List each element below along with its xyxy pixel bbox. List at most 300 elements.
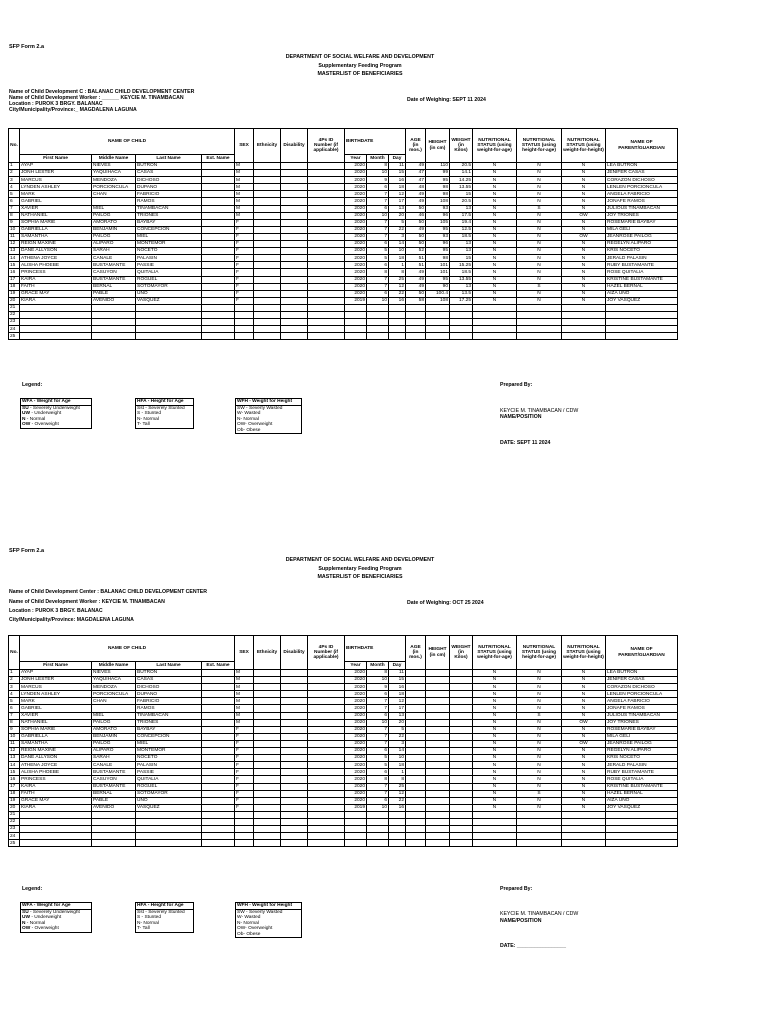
cell-birth-day: 22	[389, 733, 406, 740]
cell-birth-year: 2020	[345, 740, 367, 747]
table-row	[9, 255, 678, 262]
table-row	[9, 698, 678, 705]
cell-height	[426, 790, 450, 797]
cell-age	[406, 311, 426, 318]
cell-no: 23	[9, 319, 20, 326]
cell-birth-day	[389, 811, 406, 818]
cell-middle-name	[92, 198, 136, 205]
preparer-position: NAME/POSITION	[500, 918, 542, 924]
cell-4ps-id	[308, 698, 345, 705]
cell-4ps-id	[308, 290, 345, 297]
cell-age: 49	[406, 276, 426, 283]
cell-sex: M	[235, 691, 254, 698]
cell-height: 110	[426, 163, 450, 170]
cell-ns-hfa: N	[517, 733, 562, 740]
cell-parent-guardian	[606, 840, 678, 847]
cell-height	[426, 776, 450, 783]
cell-first-name	[20, 319, 92, 326]
cell-first-name: ATHENA JOYCE	[20, 762, 92, 769]
cell-ethnicity	[254, 283, 281, 290]
cell-weight: 18.5	[450, 269, 473, 276]
cell-ext-name	[202, 319, 235, 326]
cell-birth-month: 7	[367, 790, 389, 797]
cell-ns-hfa: N	[517, 698, 562, 705]
cell-ns-hfa	[517, 319, 562, 326]
cell-first-name: MARK	[20, 698, 92, 705]
weighing-date: Date of Weighing: OCT 25 2024	[407, 600, 484, 606]
cell-sex: F	[235, 748, 254, 755]
cell-age	[406, 826, 426, 833]
cell-sex	[235, 326, 254, 333]
cell-birth-month: 7	[367, 276, 389, 283]
cell-ext-name	[202, 248, 235, 255]
cell-ethnicity	[254, 740, 281, 747]
cell-parent-guardian	[606, 833, 678, 840]
cell-no: 1	[9, 670, 20, 677]
header-height: HEIGHT (in cm)	[426, 129, 450, 163]
cell-last-name: BUTRON	[136, 670, 202, 677]
cell-ext-name	[202, 726, 235, 733]
cell-disability	[281, 726, 308, 733]
cell-parent-guardian: JERALD PALASIN	[606, 255, 678, 262]
cell-no: 7	[9, 712, 20, 719]
cell-disability	[281, 191, 308, 198]
masterlist-title: MASTERLIST OF BENEFICIARIES	[317, 71, 403, 77]
cell-birth-year: 2020	[345, 276, 367, 283]
cell-disability	[281, 269, 308, 276]
cell-weight: 13.5	[450, 290, 473, 297]
cell-birth-year	[345, 326, 367, 333]
cell-ns-wfa: N	[473, 226, 517, 233]
cell-first-name	[20, 811, 92, 818]
cell-last-name: UNO	[136, 290, 202, 297]
center-name: Name of Child Development C : BALANAC CHILD DEVELOPMENT CENTER	[9, 89, 195, 95]
table-row	[9, 783, 678, 790]
cell-ns-wfh	[562, 811, 606, 818]
cell-age	[406, 783, 426, 790]
cell-last-name: TINAMBACAN	[136, 205, 202, 212]
table-row	[9, 177, 678, 184]
cell-middle-name: PAILOG	[92, 719, 136, 726]
cell-middle-name: AMORATO	[92, 219, 136, 226]
cell-middle-name: PORCIONCULA	[92, 691, 136, 698]
cell-birth-year: 2020	[345, 797, 367, 804]
cell-middle-name: PAILOG	[92, 212, 136, 219]
cell-age: 51	[406, 262, 426, 269]
legend-hfa-title: HFA - Height for Age	[136, 399, 193, 406]
preparer-position: NAME/POSITION	[500, 414, 542, 420]
cell-birth-day: 25	[389, 276, 406, 283]
cell-birth-day: 12	[389, 191, 406, 198]
cell-ns-hfa	[517, 326, 562, 333]
cell-sex: F	[235, 804, 254, 811]
cell-ns-hfa: N	[517, 783, 562, 790]
legend-wfh	[235, 398, 302, 434]
cell-birth-month: 6	[367, 184, 389, 191]
cell-last-name: MIEL	[136, 233, 202, 240]
legend-hfa-item: T- Tall	[137, 926, 150, 931]
cell-ethnicity	[254, 769, 281, 776]
cell-sex: F	[235, 262, 254, 269]
table-row	[9, 283, 678, 290]
cell-ns-hfa: N	[517, 726, 562, 733]
cell-ext-name	[202, 326, 235, 333]
cell-age: 50	[406, 205, 426, 212]
cell-ethnicity	[254, 818, 281, 825]
header-year: Year	[345, 662, 367, 670]
cell-4ps-id	[308, 255, 345, 262]
cell-ethnicity	[254, 304, 281, 311]
cell-birth-year: 2020	[345, 170, 367, 177]
header-day: Day	[389, 155, 406, 163]
cell-ethnicity	[254, 319, 281, 326]
cell-ns-wfh: N	[562, 705, 606, 712]
cell-first-name: ALISHA PHOEBE	[20, 262, 92, 269]
header-parent-guardian: NAME OF PARENT/GUARDIAN	[606, 636, 678, 670]
cell-ns-hfa	[517, 333, 562, 340]
cell-ethnicity	[254, 177, 281, 184]
cell-ns-wfh: N	[562, 769, 606, 776]
cell-birth-year	[345, 319, 367, 326]
cell-birth-year: 2020	[345, 219, 367, 226]
cell-first-name: LYNDEN ASHLEY	[20, 184, 92, 191]
cell-birth-day: 5	[389, 219, 406, 226]
cell-height	[426, 719, 450, 726]
cell-ns-wfh	[562, 311, 606, 318]
cell-middle-name: AVENIDO	[92, 804, 136, 811]
cell-last-name: QUITALIA	[136, 269, 202, 276]
cell-parent-guardian: JOY TRIONES	[606, 719, 678, 726]
cell-weight: 13	[450, 283, 473, 290]
cell-ethnicity	[254, 684, 281, 691]
header-name-of-child: NAME OF CHILD	[20, 129, 235, 155]
cell-ext-name	[202, 712, 235, 719]
table-row	[9, 748, 678, 755]
cell-height: 108	[426, 198, 450, 205]
cell-first-name: ALISHA PHOEBE	[20, 769, 92, 776]
cell-ext-name	[202, 797, 235, 804]
cell-weight: 13	[450, 248, 473, 255]
cell-ext-name	[202, 748, 235, 755]
cell-ethnicity	[254, 705, 281, 712]
cell-middle-name: BUSTAMANTE	[92, 276, 136, 283]
cell-weight	[450, 319, 473, 326]
cell-no: 9	[9, 219, 20, 226]
cell-4ps-id	[308, 319, 345, 326]
table-row	[9, 762, 678, 769]
cell-birth-month: 7	[367, 740, 389, 747]
cell-height	[426, 733, 450, 740]
cell-4ps-id	[308, 691, 345, 698]
cell-height	[426, 705, 450, 712]
cell-ext-name	[202, 311, 235, 318]
cell-sex: F	[235, 797, 254, 804]
cell-middle-name	[92, 705, 136, 712]
legend-wfh-item: N- Normal	[237, 416, 259, 422]
cell-birth-year	[345, 333, 367, 340]
cell-ns-wfa: N	[473, 233, 517, 240]
cell-age	[406, 790, 426, 797]
cell-4ps-id	[308, 719, 345, 726]
cell-ns-wfa	[473, 840, 517, 847]
cell-last-name: RAMOS	[136, 198, 202, 205]
cell-parent-guardian: JULIOUS TINAMBACAN	[606, 712, 678, 719]
cell-disability	[281, 712, 308, 719]
cell-age: 52	[406, 248, 426, 255]
cell-disability	[281, 826, 308, 833]
cell-ext-name	[202, 219, 235, 226]
cell-4ps-id	[308, 726, 345, 733]
cell-birth-year: 2020	[345, 205, 367, 212]
cell-weight: 20.5	[450, 163, 473, 170]
cell-age: 58	[406, 297, 426, 304]
legend-wfa-item	[21, 926, 91, 932]
cell-no: 20	[9, 297, 20, 304]
cell-birth-month: 7	[367, 191, 389, 198]
cell-4ps-id	[308, 269, 345, 276]
cell-age	[406, 748, 426, 755]
cell-middle-name	[92, 311, 136, 318]
cell-height	[426, 677, 450, 684]
cell-ns-wfa: N	[473, 797, 517, 804]
header-age: AGE (in mos.)	[406, 636, 426, 670]
cell-no: 14	[9, 255, 20, 262]
cell-age: 51	[406, 255, 426, 262]
legend-wfh-item: SW - Severly Wasted	[237, 909, 283, 915]
cell-sex	[235, 304, 254, 311]
cell-disability	[281, 840, 308, 847]
cell-no: 16	[9, 776, 20, 783]
cell-last-name: NOCETO	[136, 248, 202, 255]
cell-ethnicity	[254, 748, 281, 755]
cell-weight	[450, 684, 473, 691]
cell-first-name: SAMANTHA	[20, 233, 92, 240]
cell-parent-guardian: ROSEMARIE BAYBAY	[606, 726, 678, 733]
cell-sex: F	[235, 769, 254, 776]
cell-birth-day: 8	[389, 269, 406, 276]
cell-ns-wfh: N	[562, 276, 606, 283]
cell-birth-month	[367, 319, 389, 326]
cell-no: 19	[9, 290, 20, 297]
cell-middle-name: AVENIDO	[92, 297, 136, 304]
table-row	[9, 205, 678, 212]
cell-birth-day: 14	[389, 748, 406, 755]
cell-no: 15	[9, 769, 20, 776]
cell-ns-wfa: N	[473, 691, 517, 698]
cell-ns-hfa	[517, 818, 562, 825]
cell-ns-wfh: N	[562, 755, 606, 762]
cell-weight	[450, 311, 473, 318]
cell-birth-year: 2020	[345, 262, 367, 269]
cell-4ps-id	[308, 333, 345, 340]
cell-no: 21	[9, 304, 20, 311]
cell-birth-year	[345, 833, 367, 840]
cell-sex	[235, 826, 254, 833]
cell-first-name: SAMANTHA	[20, 740, 92, 747]
cell-no: 9	[9, 726, 20, 733]
cell-ns-wfh	[562, 840, 606, 847]
cell-ns-hfa	[517, 826, 562, 833]
cell-weight	[450, 712, 473, 719]
cell-birth-month: 7	[367, 698, 389, 705]
table-row	[9, 219, 678, 226]
cell-middle-name: NIEVES	[92, 163, 136, 170]
cell-ns-hfa: N	[517, 163, 562, 170]
cell-ns-wfh: N	[562, 698, 606, 705]
cell-ns-hfa: N	[517, 719, 562, 726]
cell-age	[406, 691, 426, 698]
table-row	[9, 740, 678, 747]
cell-parent-guardian: JOY VASQUEZ	[606, 297, 678, 304]
table-row	[9, 226, 678, 233]
cell-no: 10	[9, 226, 20, 233]
cell-ethnicity	[254, 826, 281, 833]
cell-sex: F	[235, 776, 254, 783]
cell-birth-day: 10	[389, 248, 406, 255]
cell-ns-wfa	[473, 826, 517, 833]
cell-ns-wfa: N	[473, 184, 517, 191]
table-row	[9, 712, 678, 719]
cell-ext-name	[202, 198, 235, 205]
cell-4ps-id	[308, 170, 345, 177]
cell-birth-month: 10	[367, 677, 389, 684]
cell-birth-year: 2019	[345, 297, 367, 304]
cell-height	[426, 326, 450, 333]
cell-ns-wfh: OW	[562, 740, 606, 747]
cell-first-name: GABRIEL	[20, 198, 92, 205]
cell-sex: F	[235, 233, 254, 240]
table-row	[9, 691, 678, 698]
cell-no: 1	[9, 163, 20, 170]
cell-ns-hfa: N	[517, 226, 562, 233]
cell-weight	[450, 833, 473, 840]
cell-parent-guardian	[606, 818, 678, 825]
cell-no: 19	[9, 797, 20, 804]
prepared-date: DATE: _________________	[500, 943, 566, 949]
cell-last-name: CONCEPCION	[136, 733, 202, 740]
cell-birth-month	[367, 811, 389, 818]
cell-disability	[281, 740, 308, 747]
cell-ns-hfa: N	[517, 212, 562, 219]
header-ns-wfa: NUTRITIONAL STATUS (using weight-for-age)	[473, 129, 517, 163]
cell-disability	[281, 797, 308, 804]
cell-parent-guardian: KRISTINE BUSTAMANTE	[606, 783, 678, 790]
cell-ns-wfa: N	[473, 177, 517, 184]
cell-birth-day: 18	[389, 691, 406, 698]
cell-birth-month: 10	[367, 212, 389, 219]
cell-ns-wfh: N	[562, 712, 606, 719]
cell-sex	[235, 311, 254, 318]
cell-ns-hfa: N	[517, 255, 562, 262]
cell-birth-day: 8	[389, 776, 406, 783]
cell-ns-wfa: N	[473, 191, 517, 198]
cell-ext-name	[202, 833, 235, 840]
cell-weight	[450, 698, 473, 705]
cell-sex: F	[235, 762, 254, 769]
cell-disability	[281, 205, 308, 212]
cell-4ps-id	[308, 776, 345, 783]
cell-height: 96	[426, 241, 450, 248]
cell-ethnicity	[254, 755, 281, 762]
table-row	[9, 212, 678, 219]
cell-first-name	[20, 818, 92, 825]
cell-ns-wfa: N	[473, 740, 517, 747]
cell-weight	[450, 705, 473, 712]
cell-no: 7	[9, 205, 20, 212]
cell-no: 25	[9, 333, 20, 340]
cell-last-name: SOTOMAYOR	[136, 790, 202, 797]
cell-last-name	[136, 840, 202, 847]
cell-sex: F	[235, 733, 254, 740]
cell-ns-hfa	[517, 811, 562, 818]
form-code: SFP Form 2.a	[9, 44, 45, 50]
cell-birth-year: 2020	[345, 283, 367, 290]
cell-ns-hfa: N	[517, 705, 562, 712]
cell-sex: F	[235, 290, 254, 297]
cell-weight: 14.1	[450, 170, 473, 177]
cell-ns-wfh: N	[562, 177, 606, 184]
cell-age	[406, 769, 426, 776]
cell-ext-name	[202, 283, 235, 290]
cell-height: 98	[426, 191, 450, 198]
cell-birth-month: 5	[367, 248, 389, 255]
cell-last-name: DUPANO	[136, 184, 202, 191]
cell-middle-name: YAQUIHACA	[92, 677, 136, 684]
cell-sex: M	[235, 698, 254, 705]
cell-disability	[281, 698, 308, 705]
cell-last-name: CASAS	[136, 677, 202, 684]
cell-ns-wfh: N	[562, 748, 606, 755]
cell-disability	[281, 783, 308, 790]
cell-disability	[281, 241, 308, 248]
cell-parent-guardian: LEA BUTRON	[606, 163, 678, 170]
legend-wfh-title: WFH - Weight for Height	[236, 399, 301, 406]
cell-disability	[281, 719, 308, 726]
cell-ns-wfa: N	[473, 283, 517, 290]
cell-last-name: PASSIE	[136, 769, 202, 776]
legend-code: SU	[22, 405, 29, 411]
cell-4ps-id	[308, 212, 345, 219]
cell-birth-day	[389, 319, 406, 326]
cell-first-name: PRINCESS	[20, 269, 92, 276]
cell-ext-name	[202, 783, 235, 790]
cell-sex	[235, 818, 254, 825]
cell-birth-month: 8	[367, 269, 389, 276]
cell-first-name: XAVIER	[20, 712, 92, 719]
cell-first-name: REIGN MAXINE	[20, 748, 92, 755]
cell-birth-year: 2020	[345, 783, 367, 790]
cell-birth-day: 11	[389, 670, 406, 677]
cell-disability	[281, 755, 308, 762]
cell-weight: 20.5	[450, 198, 473, 205]
cell-age	[406, 797, 426, 804]
cell-middle-name	[92, 826, 136, 833]
cell-birth-day: 15	[389, 677, 406, 684]
header-age: AGE (in mos.)	[406, 129, 426, 163]
cell-ns-wfh: N	[562, 219, 606, 226]
cell-sex: M	[235, 719, 254, 726]
cell-first-name: GABRIEL	[20, 705, 92, 712]
cell-ethnicity	[254, 212, 281, 219]
cell-parent-guardian: KRIS NOCETO	[606, 755, 678, 762]
cell-ns-wfh: N	[562, 226, 606, 233]
cell-parent-guardian: ANGELA FABRICIO	[606, 191, 678, 198]
cell-ns-hfa: N	[517, 755, 562, 762]
cell-weight: 18.5	[450, 233, 473, 240]
cell-ethnicity	[254, 804, 281, 811]
cell-ns-wfh	[562, 826, 606, 833]
cell-middle-name: BERNAL	[92, 790, 136, 797]
